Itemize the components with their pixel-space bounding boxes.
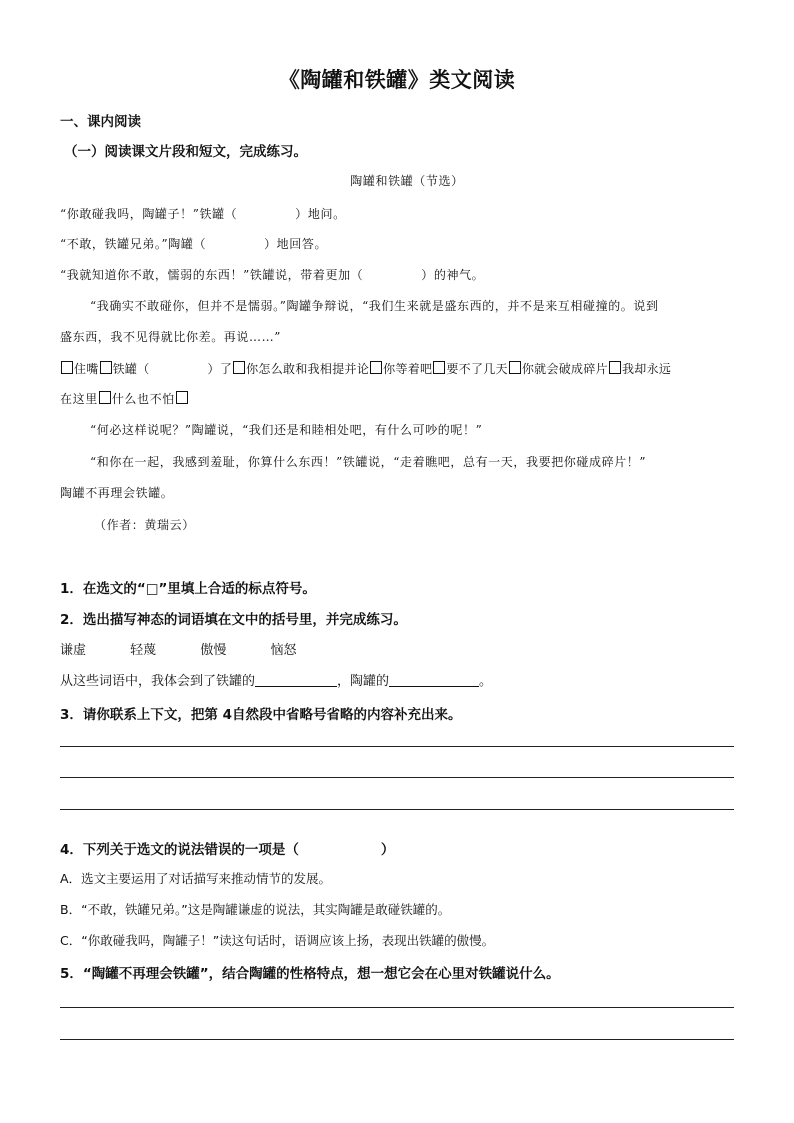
answer-line[interactable] bbox=[60, 777, 734, 778]
passage-paragraph-2: “不敢，铁罐兄弟。”陶罐（ ）地回答。 bbox=[60, 237, 328, 251]
section-heading: 一、课内阅读 bbox=[60, 114, 141, 130]
subsection-heading: （一）阅读课文片段和短文，完成练习。 bbox=[64, 144, 307, 160]
word-choice: 谦虚 bbox=[60, 643, 87, 658]
punctuation-box bbox=[433, 361, 445, 374]
answer-blank[interactable] bbox=[255, 673, 337, 687]
question-2: 2．选出描写神态的词语填在文中的括号里，并完成练习。 bbox=[60, 612, 407, 628]
punctuation-box bbox=[61, 361, 73, 374]
passage-author: （作者：黄瑞云） bbox=[94, 518, 195, 532]
question-3: 3．请你联系上下文，把第 4自然段中省略号省略的内容补充出来。 bbox=[60, 707, 462, 723]
passage-paragraph-6: “何必这样说呢？”陶罐说，“我们还是和睦相处吧，有什么可吵的呢！” bbox=[90, 423, 483, 437]
answer-line[interactable] bbox=[60, 1039, 734, 1040]
answer-line[interactable] bbox=[60, 1007, 734, 1008]
passage-paragraph-7: “和你在一起，我感到羞耻，你算什么东西！”铁罐说，“走着瞧吧，总有一天，我要把你碰成碎片！” bbox=[90, 455, 647, 469]
punctuation-box bbox=[370, 361, 382, 374]
punctuation-box bbox=[176, 391, 188, 404]
punctuation-box bbox=[100, 361, 112, 374]
punctuation-box bbox=[99, 391, 111, 404]
passage-heading: 陶罐和铁罐（节选） bbox=[350, 174, 464, 188]
answer-line[interactable] bbox=[60, 809, 734, 810]
word-choice: 恼怒 bbox=[270, 643, 297, 658]
question-4: 4．下列关于选文的说法错误的一项是（ ） bbox=[60, 842, 395, 858]
page-title: 《陶罐和铁罐》类文阅读 bbox=[278, 67, 516, 92]
punctuation-box bbox=[609, 361, 621, 374]
option-c: C．“你敢碰我吗，陶罐子！”读这句话时，语调应该上扬，表现出铁罐的傲慢。 bbox=[60, 933, 495, 948]
option-b: B．“不敢，铁罐兄弟。”这是陶罐谦虚的说法，其实陶罐是敢碰铁罐的。 bbox=[60, 902, 451, 917]
passage-paragraph-3: “我就知道你不敢，懦弱的东西！”铁罐说，带着更加（ ）的神气。 bbox=[60, 268, 485, 282]
punctuation-box bbox=[233, 361, 245, 374]
question-5: 5．“陶罐不再理会铁罐”，结合陶罐的性格特点，想一想它会在心里对铁罐说什么。 bbox=[60, 966, 560, 982]
passage-paragraph-4-line-2: 盛东西，我不见得就比你差。再说……” bbox=[60, 330, 281, 344]
option-a: A．选文主要运用了对话描写来推动情节的发展。 bbox=[60, 871, 332, 886]
passage-paragraph-4-line-1: “我确实不敢碰你，但并不是懦弱。”陶罐争辩说，“我们生来就是盛东西的，并不是来互相碰撞的。说到 bbox=[90, 299, 659, 313]
passage-paragraph-8: 陶罐不再理会铁罐。 bbox=[60, 486, 174, 500]
word-choices bbox=[60, 639, 336, 658]
word-choice: 轻蔑 bbox=[130, 643, 157, 658]
question-2-fill-in: 从这些词语中，我体会到了铁罐的 ，陶罐的 。 bbox=[60, 674, 493, 689]
word-choice: 傲慢 bbox=[200, 643, 227, 658]
passage-paragraph-5-line-1: 住嘴 铁罐（ ）了 你怎么敢和我相提并论 你等着吧 要不了几天 你就会破成碎片 我却永远 bbox=[60, 360, 671, 377]
answer-blank[interactable] bbox=[389, 673, 479, 687]
passage-paragraph-5-line-2: 在这里 什么也不怕 bbox=[60, 390, 189, 407]
passage-paragraph-1: “你敢碰我吗，陶罐子！”铁罐（ ）地问。 bbox=[60, 207, 346, 221]
answer-line[interactable] bbox=[60, 746, 734, 747]
question-1: 1．在选文的“□”里填上合适的标点符号。 bbox=[60, 581, 316, 597]
punctuation-box bbox=[509, 361, 521, 374]
